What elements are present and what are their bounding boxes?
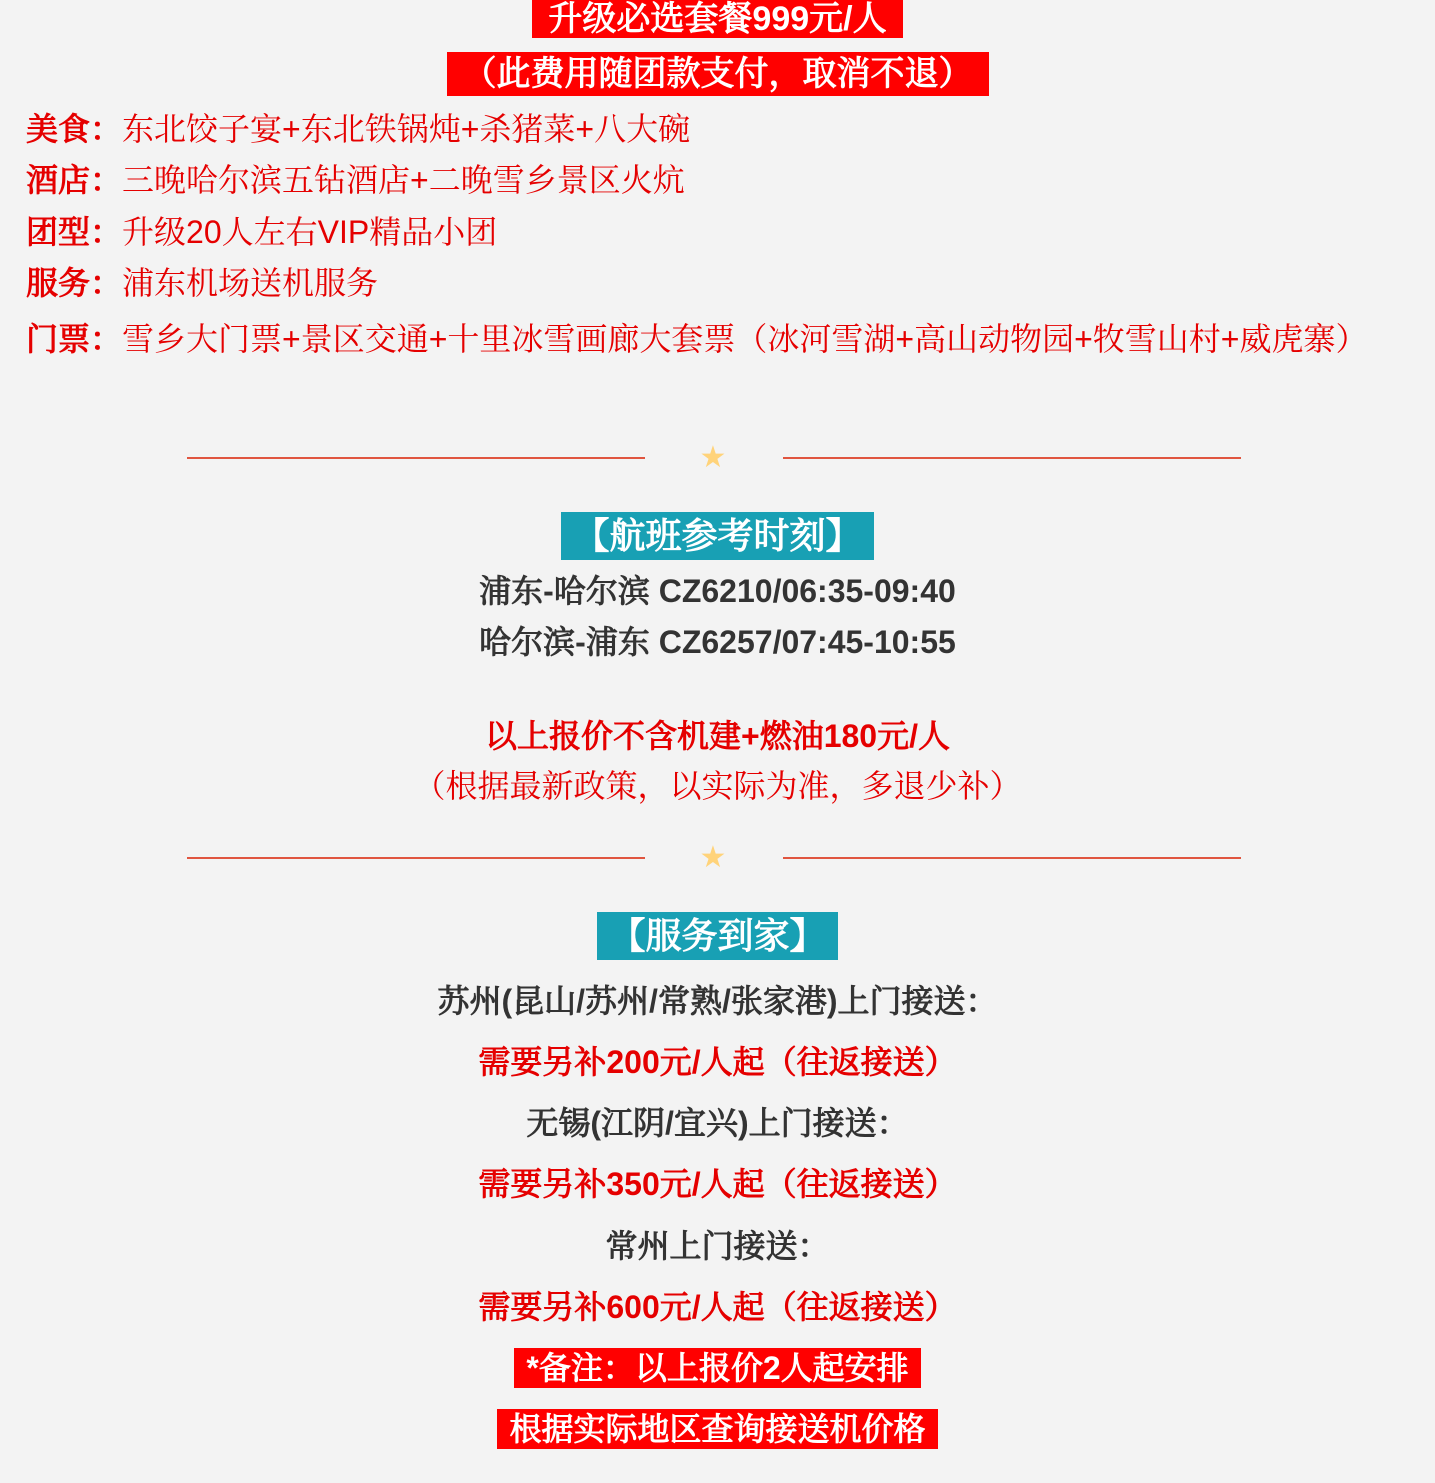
item-food — [26, 109, 690, 149]
remark: *备注：以上报价2人起安排 — [514, 1348, 920, 1388]
flight-line-return: 哈尔滨-浦东 CZ6257/07:45-10:55 — [479, 624, 956, 660]
package-note-wrap — [0, 52, 1435, 96]
flight-title: 【航班参考时刻】 — [561, 512, 873, 560]
flight-price-note: 以上报价不含机建+燃油180元/人 — [485, 718, 950, 754]
region-suzhou-price: 需要另补200元/人起（往返接送） — [478, 1044, 957, 1080]
remark2-wrap — [0, 1409, 1435, 1449]
item-value: 雪乡大门票+景区交通+十里冰雪画廊大套票（冰河雪湖+高山动物园+牧雪山村+威虎寨） — [122, 321, 1368, 357]
item-label: 服务： — [26, 265, 123, 301]
flight-line-outbound: 浦东-哈尔滨 CZ6210/06:35-09:40 — [479, 573, 956, 609]
item-group — [26, 212, 497, 252]
remark-wrap — [0, 1348, 1435, 1388]
region-wuxi-price: 需要另补350元/人起（往返接送） — [478, 1166, 957, 1202]
region-changzhou: 常州上门接送： — [605, 1228, 830, 1264]
region-changzhou-price: 需要另补600元/人起（往返接送） — [478, 1289, 957, 1325]
region-suzhou: 苏州(昆山/苏州/常熟/张家港)上门接送： — [437, 983, 998, 1019]
item-label: 团型： — [26, 214, 123, 250]
divider-line — [187, 457, 645, 459]
divider-line — [187, 857, 645, 859]
package-note: （此费用随团款支付，取消不退） — [447, 52, 989, 96]
package-heading: 升级必选套餐999元/人 — [532, 0, 902, 38]
flight-title-wrap — [0, 512, 1435, 560]
flight-policy-note: （根据最新政策，以实际为准，多退少补） — [413, 768, 1022, 804]
item-value: 升级20人左右VIP精品小团 — [122, 214, 498, 250]
star-icon: ★ — [699, 841, 727, 874]
remark2: 根据实际地区查询接送机价格 — [497, 1409, 937, 1449]
item-value: 浦东机场送机服务 — [122, 265, 379, 301]
region-wuxi: 无锡(江阴/宜兴)上门接送： — [526, 1105, 909, 1141]
item-label: 酒店： — [26, 162, 123, 198]
star-icon: ★ — [699, 441, 727, 474]
package-heading-wrap — [0, 0, 1435, 38]
divider-line — [783, 457, 1241, 459]
item-label: 美食： — [26, 111, 123, 147]
item-value: 东北饺子宴+东北铁锅炖+杀猪菜+八大碗 — [122, 111, 691, 147]
service-title-wrap — [0, 912, 1435, 960]
divider — [0, 438, 1435, 478]
item-hotel — [26, 160, 685, 200]
item-value: 三晚哈尔滨五钻酒店+二晚雪乡景区火炕 — [122, 162, 685, 198]
item-tickets — [26, 314, 1406, 365]
item-label: 门票： — [26, 321, 123, 357]
divider-line — [783, 857, 1241, 859]
divider — [0, 838, 1435, 878]
item-service — [26, 263, 378, 303]
service-title: 【服务到家】 — [597, 912, 837, 960]
